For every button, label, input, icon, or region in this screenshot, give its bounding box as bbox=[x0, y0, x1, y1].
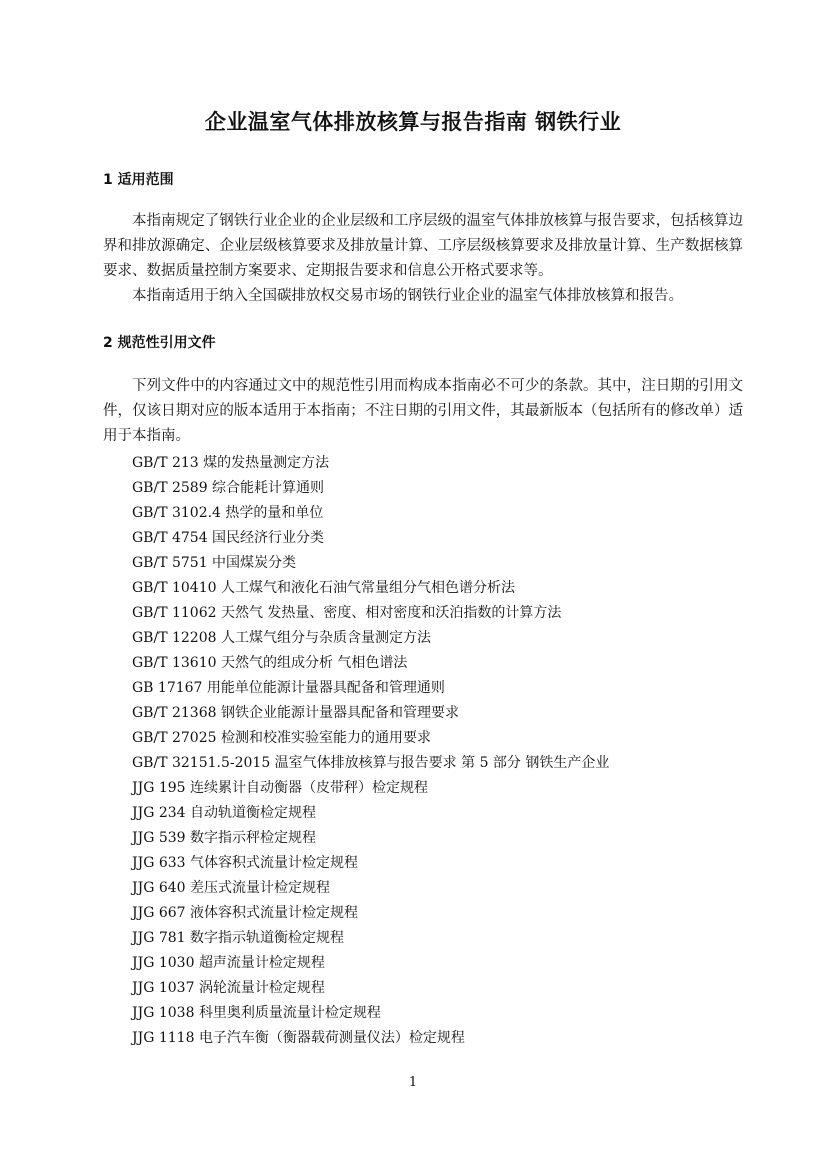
section-1-paragraph: 本指南规定了钢铁行业企业的企业层级和工序层级的温室气体排放核算与报告要求，包括核算边界和排放源确定、企业层级核算要求及排放量计算、工序层级核算要求及排放量计算、生产数据核算要求、数据质量控制方案要求、定期报告要求和信息公开格式要求等。 bbox=[103, 213, 743, 279]
section-2-heading: 2 规范性引用文件 bbox=[103, 335, 216, 351]
reference-item: JJG 781 数字指示轨道衡检定规程 bbox=[132, 930, 345, 946]
reference-item: JJG 1118 电子汽车衡（衡器载荷测量仪法）检定规程 bbox=[132, 1030, 465, 1046]
reference-item: JJG 667 液体容积式流量计检定规程 bbox=[132, 905, 359, 921]
reference-list bbox=[132, 451, 609, 1051]
reference-item: JJG 640 差压式流量计检定规程 bbox=[132, 880, 331, 896]
reference-item: GB/T 27025 检测和校准实验室能力的通用要求 bbox=[132, 730, 431, 746]
reference-item: JJG 539 数字指示秤检定规程 bbox=[132, 830, 317, 846]
reference-item: JJG 1037 涡轮流量计检定规程 bbox=[132, 980, 325, 996]
reference-item: GB/T 5751 中国煤炭分类 bbox=[132, 555, 297, 571]
reference-item: JJG 234 自动轨道衡检定规程 bbox=[132, 805, 317, 821]
reference-item: JJG 633 气体容积式流量计检定规程 bbox=[132, 855, 359, 871]
reference-item: JJG 195 连续累计自动衡器（皮带秤）检定规程 bbox=[132, 780, 429, 796]
reference-item: GB/T 13610 天然气的组成分析 气相色谱法 bbox=[132, 655, 408, 671]
page-number: 1 bbox=[408, 1075, 418, 1090]
section-1-paragraph: 本指南适用于纳入全国碳排放权交易市场的钢铁行业企业的温室气体排放核算和报告。 bbox=[132, 288, 683, 304]
reference-item: JJG 1038 科里奥利质量流量计检定规程 bbox=[132, 1005, 381, 1021]
reference-item: GB/T 12208 人工煤气组分与杂质含量测定方法 bbox=[132, 630, 431, 646]
section-2-intro: 下列文件中的内容通过文中的规范性引用而构成本指南必不可少的条款。其中，注日期的引用文件，仅该日期对应的版本适用于本指南；不注日期的引用文件，其最新版本（包括所有的修改单）适用于本指南。 bbox=[103, 378, 743, 444]
reference-item: GB/T 4754 国民经济行业分类 bbox=[132, 530, 325, 546]
reference-item: GB/T 11062 天然气 发热量、密度、相对密度和沃泊指数的计算方法 bbox=[132, 605, 562, 621]
reference-item: GB/T 213 煤的发热量测定方法 bbox=[132, 455, 330, 471]
document-title: 企业温室气体排放核算与报告指南 钢铁行业 bbox=[204, 110, 622, 134]
reference-item: GB/T 2589 综合能耗计算通则 bbox=[132, 480, 325, 496]
reference-item: GB/T 3102.4 热学的量和单位 bbox=[132, 505, 324, 521]
reference-item: GB/T 21368 钢铁企业能源计量器具配备和管理要求 bbox=[132, 705, 459, 721]
reference-item: JJG 1030 超声流量计检定规程 bbox=[132, 955, 325, 971]
reference-item: GB 17167 用能单位能源计量器具配备和管理通则 bbox=[132, 680, 445, 696]
section-1-heading: 1 适用范围 bbox=[103, 172, 174, 188]
reference-item: GB/T 32151.5-2015 温室气体排放核算与报告要求 第 5 部分 钢铁生产企业 bbox=[132, 755, 610, 771]
reference-item: GB/T 10410 人工煤气和液化石油气常量组分气相色谱分析法 bbox=[132, 580, 515, 596]
